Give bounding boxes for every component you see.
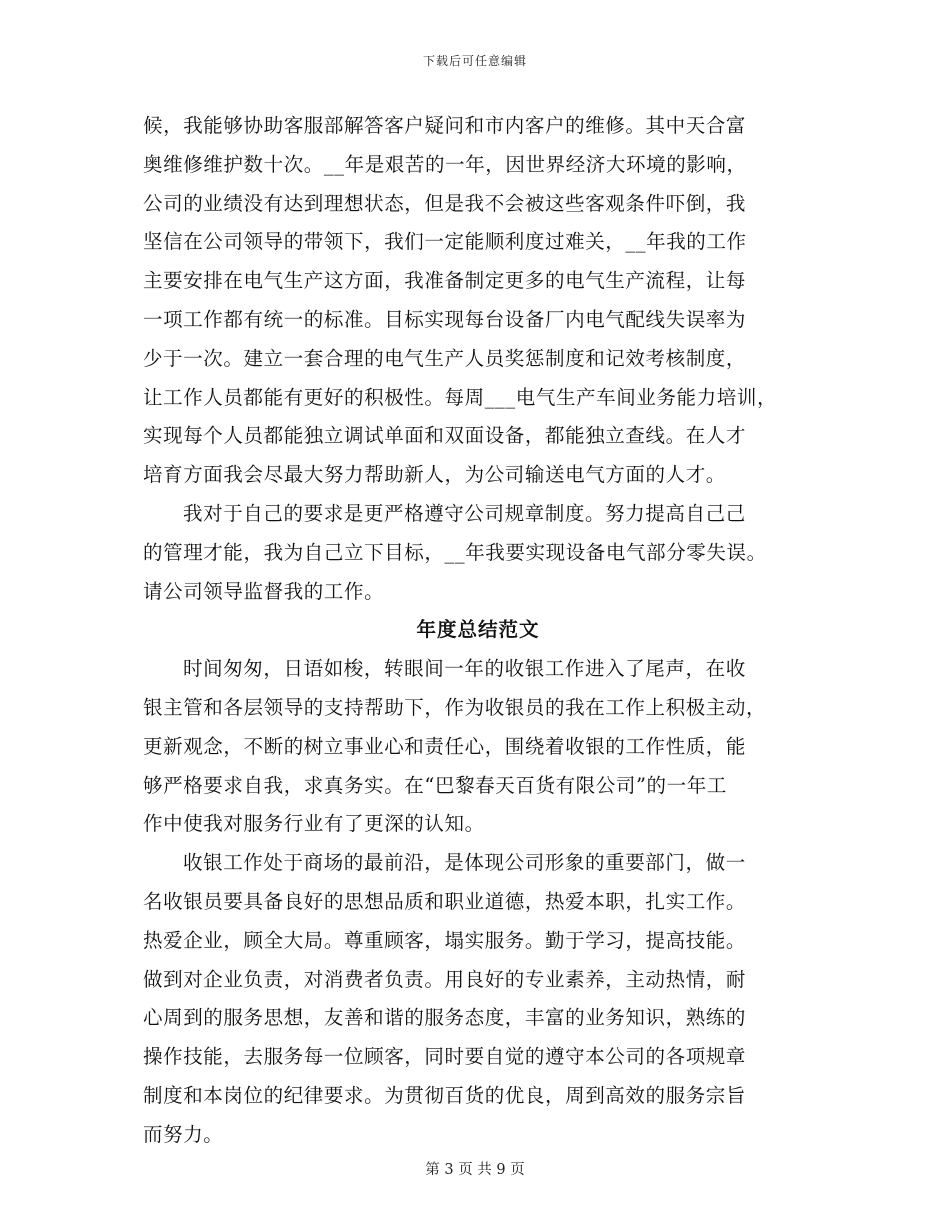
body-line: 请公司领导监督我的工作。 (143, 579, 385, 603)
page-header: 下载后可任意编辑 (422, 54, 527, 68)
paragraph-first-line: 时间匆匆，日语如梭，转眼间一年的收银工作进入了尾声，在收 (183, 657, 746, 681)
body-line: 坚信在公司领导的带领下，我们一定能顺利度过难关，__年我的工作 (143, 230, 747, 254)
body-line: 公司的业绩没有达到理想状态，但是我不会被这些客观条件吓倒，我 (143, 191, 747, 215)
paragraph-first-line: 收银工作处于商场的最前沿，是体现公司形象的重要部门，做一 (183, 851, 746, 875)
document-body (143, 107, 813, 1155)
body-line: 够严格要求自我，求真务实。在“巴黎春天百货有限公司”的一年工 (143, 773, 727, 797)
body-line: 实现每个人员都能独立调试单面和双面设备，都能独立查线。在人才 (143, 424, 747, 448)
body-line: 名收银员要具备良好的思想品质和职业道德，热爱本职，扎实工作。 (143, 889, 747, 913)
body-line: 更新观念，不断的树立事业心和责任心，围绕着收银的工作性质，能 (143, 734, 747, 758)
body-line: 一项工作都有统一的标准。目标实现每台设备厂内电气配线失误率为 (143, 307, 747, 331)
body-line: 候，我能够协助客服部解答客户疑问和市内客户的维修。其中天合富 (143, 114, 747, 137)
body-line: 制度和本岗位的纪律要求。为贯彻百货的优良，周到高效的服务宗旨 (143, 1083, 747, 1107)
body-line: 做到对企业负责，对消费者负责。用良好的专业素养，主动热情，耐 (143, 967, 747, 991)
body-line: 让工作人员都能有更好的积极性。每周___电气生产车间业务能力培训， (143, 385, 778, 409)
body-line: 心周到的服务思想，友善和谐的服务态度，丰富的业务知识，熟练的 (143, 1006, 747, 1030)
body-line: 银主管和各层领导的支持帮助下，作为收银员的我在工作上积极主动， (143, 695, 767, 719)
body-line: 主要安排在电气生产这方面，我准备制定更多的电气生产流程，让每 (143, 269, 747, 293)
section-title: 年度总结范文 (416, 618, 540, 642)
body-line: 培育方面我会尽最大努力帮助新人，为公司输送电气方面的人才。 (143, 463, 726, 487)
body-line: 热爱企业，顾全大局。尊重顾客，塌实服务。勤于学习，提高技能。 (143, 928, 747, 952)
body-line: 的管理才能，我为自己立下目标，__年我要实现设备电气部分零失误。 (143, 540, 767, 564)
page-number: 第 3 页 共 9 页 (425, 1162, 525, 1178)
paragraph-first-line: 我对于自己的要求是更严格遵守公司规章制度。努力提高自己己 (183, 501, 746, 525)
body-line: 少于一次。建立一套合理的电气生产人员奖惩制度和记效考核制度， (143, 346, 747, 370)
body-line: 而努力。 (143, 1122, 224, 1146)
body-line: 操作技能，去服务每一位顾客，同时要自觉的遵守本公司的各项规章 (143, 1045, 747, 1069)
body-line: 作中使我对服务行业有了更深的认知。 (143, 812, 485, 836)
body-line: 奥维修维护数十次。__年是艰苦的一年，因世界经济大环境的影响， (143, 152, 747, 176)
